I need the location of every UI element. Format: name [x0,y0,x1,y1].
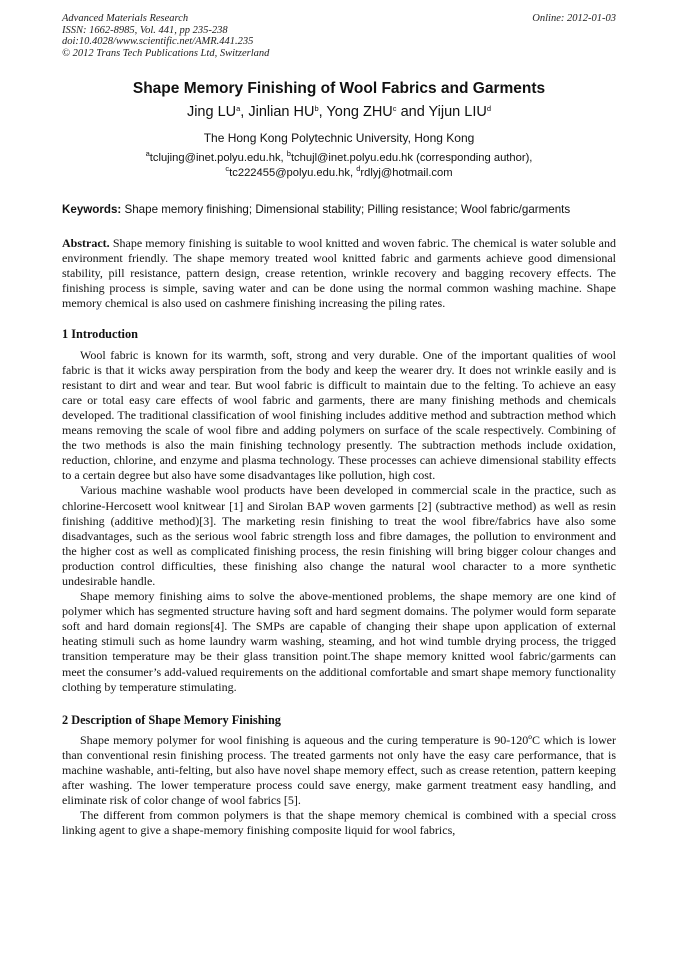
abstract-label: Abstract. [62,236,110,250]
author-emails [62,151,616,181]
paragraph: Various machine washable wool products have been developed in commercial scale in the practice, such as chlorine-Hercosett wool knitwear [1] and Sirolan BAP woven garments [2] (subtractive method) as well as resin finishing (additive method)[3]. The marketing resin finishing to treat the wool fibre/fabrics have also some disadvantages, such as the serious wool fabric strength loss and fibre damages, the pollution to environment and the higher cost as well as complicated finishing process, the resin finishing will bring bigger colour changes and production control difficulties, these finishing also change the natural wool character to a more synthetic undesirable handle. [62,483,616,588]
journal-header [62,13,616,59]
abstract-text: Shape memory finishing is suitable to wool knitted and woven fabric. The chemical is water soluble and environment friendly. The shape memory treated wool knitted fabric and garments achieve good dimensional stability, pill resistance, pattern design, crease retention, wrinkle recovery and bagging recovery effects. The finishing process is simple, saving water and can be done using the normal common washing machine. Shape memory chemical is also used on cashmere finishing increasing the piling rates. [62,236,616,311]
online-date: Online: 2012-01-03 [532,13,616,24]
affiliation: The Hong Kong Polytechnic University, Hong Kong [203,131,475,145]
copyright-line: © 2012 Trans Tech Publications Ltd, Switzerland [62,47,270,59]
email-mark: c [225,164,230,173]
keywords-text: Shape memory finishing; Dimensional stability; Pilling resistance; Wool fabric/garments [121,203,571,216]
author-mark: b [314,104,319,113]
doi-line: doi:10.4028/www.scientific.net/AMR.441.235 [62,36,254,47]
email-line-2 [62,166,616,181]
section-heading-introduction: 1 Introduction [62,327,138,342]
email-a[interactable]: tclujing@inet.polyu.edu.hk, [149,152,287,164]
email-mark: a [145,149,150,158]
email-d[interactable]: rdlyj@hotmail.com [360,167,453,179]
email-b[interactable]: tchujl@inet.polyu.edu.hk (corresponding author), [290,152,533,164]
issn-line: ISSN: 1662-8985, Vol. 441, pp 235-238 [62,24,228,36]
author-separator: , [240,104,249,120]
author-mark: c [392,104,397,113]
paragraph: The different from common polymers is that the shape memory chemical is combined with a special cross linking agent to give a shape-memory finishing composite liquid for wool fabrics, [62,808,616,838]
keywords [62,203,622,216]
paragraph: Wool fabric is known for its warmth, soft, strong and very durable. One of the important qualities of wool fabric is that it wicks away perspiration from the body and keep the wearer dry. It does not wrinkle easily and is resistant to dirt and wear and tear. But wool fabric is difficult to maintain due to the felting. To achieve an easy care or total easy care effects of wool fabric and garments, there are many finishing methods and chemicals developed. The traditional classification of wool finishing includes additive method and subtraction method which means removing the scale of wool fibre and adding polymers on surface of the scale respectively. Combining of the two methods is also the main finishing technology presently. The subtraction methods include oxidation, reduction, chlorine, and enzyme and plasma technology. These processes can achieve dimensional stability effects to a certain degree but also have some disadvantages like pollution, high cost. [62,347,616,483]
section-heading-description: 2 Description of Shape Memory Finishing [62,712,281,727]
email-mark: b [286,149,291,158]
paragraph: Shape memory finishing aims to solve the above-mentioned problems, the shape memory are one kind of polymer which has segmented structure having soft and hard segment domains. The polymer would form separate soft and hard domain regions[4]. The SMPs are capable of changing their shape upon application of external heating stimuli such as home laundry warm washing, steaming, and hot wind tumble drying process, the trigged transition temperature may be their glass transition point.The shape memory knitted wool fabric/garments can meet the consumer’s add-valued requirements on the additional comfortable and smart shape memory functionality clothing by temperature stimulating. [62,589,616,694]
email-mark: d [356,164,361,173]
author-name: Yijun LIU [428,104,487,120]
author-mark: a [236,104,241,113]
author-list [62,104,616,120]
abstract [62,236,616,311]
email-line-1 [62,151,616,166]
author-name: Jing LU [186,104,237,120]
author-mark: d [486,104,492,113]
author-name: Yong ZHU [326,104,393,120]
paper-body [62,236,616,838]
email-c[interactable]: tc222455@polyu.edu.hk, [229,167,357,179]
author-separator: , [318,104,327,120]
paragraph: Shape memory polymer for wool finishing is aqueous and the curing temperature is 90-120ºC which is lower than conventional resin finishing process. The treated garments not only have the easy care performance, that is machine washable, anti-felting, but also have novel shape memory effect, such as crease retention, pattern keeping after washing. The lower temperature process could save energy, make garment treatment easy handling, and eliminate risk of color change of wool fabrics [5]. [62,732,616,808]
keywords-label: Keywords: [62,203,122,216]
paper-title: Shape Memory Finishing of Wool Fabrics and Garments [132,80,546,97]
author-name: Jinlian HU [248,104,315,120]
author-separator: and [396,104,429,120]
journal-name: Advanced Materials Research [62,13,189,24]
